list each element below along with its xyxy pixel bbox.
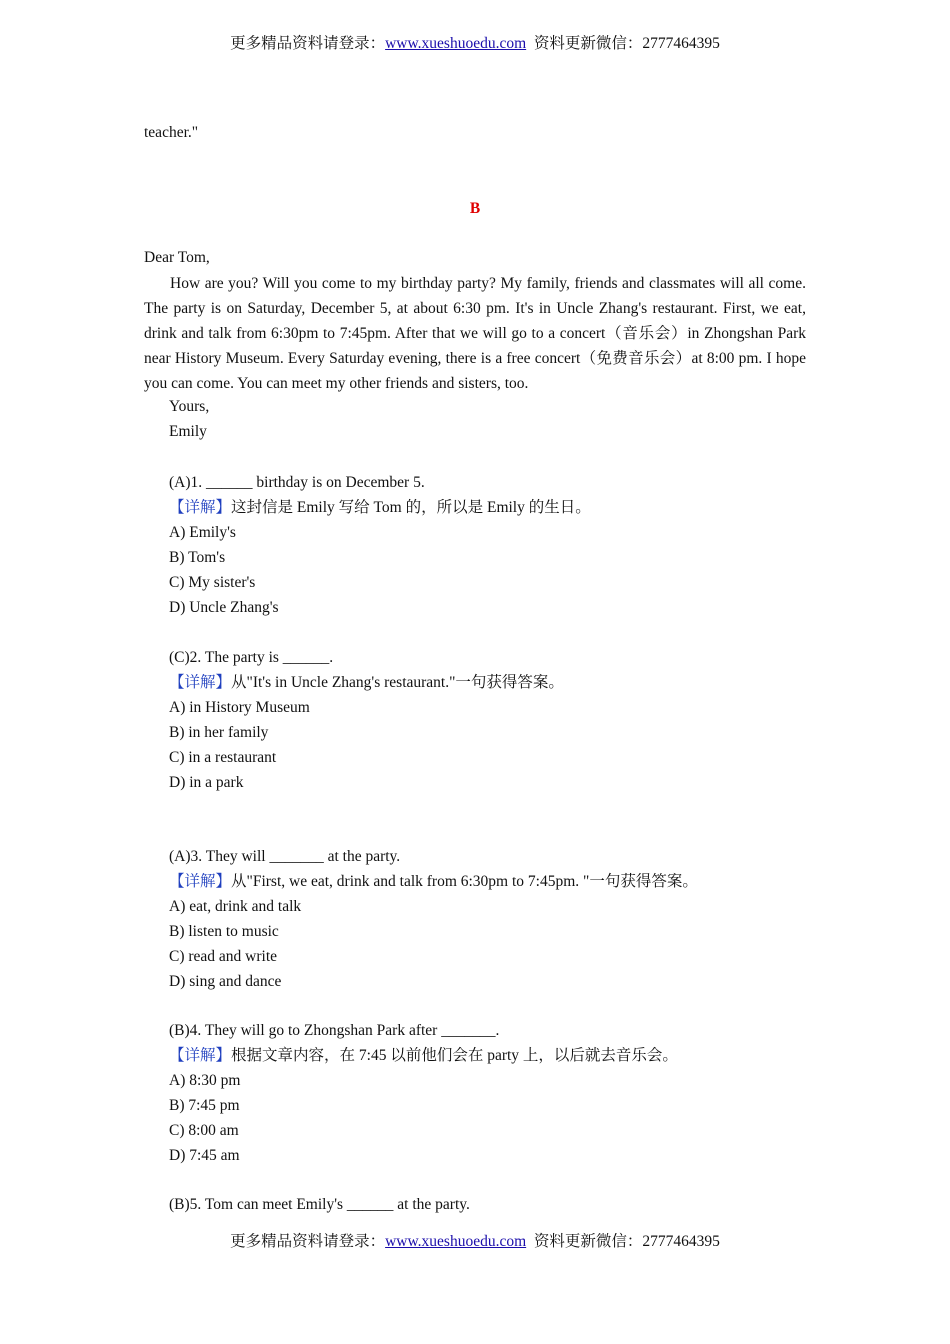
letter-closing: Yours, xyxy=(169,398,210,415)
footer-prefix: 更多精品资料请登录： xyxy=(230,1233,386,1250)
question-stem: (A)3. They will _______ at the party. xyxy=(169,848,401,865)
option: B) in her family xyxy=(169,724,269,741)
question-1 xyxy=(169,470,591,620)
question-explain xyxy=(169,1043,678,1068)
question-stem: (B)4. They will go to Zhongshan Park after _______. xyxy=(169,1022,500,1039)
option: D) sing and dance xyxy=(169,973,282,990)
question-3 xyxy=(169,844,698,994)
question-stem: (A)1. ______ birthday is on December 5. xyxy=(169,474,425,491)
letter-greeting: Dear Tom, xyxy=(144,249,210,266)
page-header xyxy=(0,31,950,53)
question-5 xyxy=(169,1192,470,1217)
explain-text: 根据文章内容，在 7:45 以前他们会在 party 上，以后就去音乐会。 xyxy=(231,1047,678,1064)
option: C) 8:00 am xyxy=(169,1122,239,1139)
header-link[interactable]: www.xueshuoedu.com xyxy=(385,35,527,52)
option: C) in a restaurant xyxy=(169,749,277,766)
option: B) Tom's xyxy=(169,549,226,566)
option: D) 7:45 am xyxy=(169,1147,240,1164)
option: A) eat, drink and talk xyxy=(169,898,302,915)
option: A) Emily's xyxy=(169,524,236,541)
question-explain xyxy=(169,495,591,520)
option: A) 8:30 pm xyxy=(169,1072,241,1089)
option: C) My sister's xyxy=(169,574,256,591)
explain-tag: 【详解】 xyxy=(169,499,232,516)
option: B) listen to music xyxy=(169,923,279,940)
explain-tag: 【详解】 xyxy=(169,873,232,890)
question-4 xyxy=(169,1018,678,1168)
explain-tag: 【详解】 xyxy=(169,1047,232,1064)
header-suffix: 资料更新微信：2777464395 xyxy=(533,35,720,52)
option: D) in a park xyxy=(169,774,244,791)
section-label: B xyxy=(469,200,481,217)
option: B) 7:45 pm xyxy=(169,1097,240,1114)
explain-text: 从"First, we eat, drink and talk from 6:30pm to 7:45pm. "一句获得答案。 xyxy=(231,873,698,890)
question-explain xyxy=(169,869,698,894)
header-prefix: 更多精品资料请登录： xyxy=(230,35,386,52)
explain-tag: 【详解】 xyxy=(169,674,232,691)
footer-link[interactable]: www.xueshuoedu.com xyxy=(385,1233,527,1250)
question-stem: (C)2. The party is ______. xyxy=(169,649,334,666)
letter-signature: Emily xyxy=(169,423,207,440)
carryover-text: teacher." xyxy=(144,124,199,141)
option: C) read and write xyxy=(169,948,278,965)
option: A) in History Museum xyxy=(169,699,310,716)
explain-text: 从"It's in Uncle Zhang's restaurant."一句获得答案。 xyxy=(231,674,564,691)
question-stem: (B)5. Tom can meet Emily's ______ at the party. xyxy=(169,1196,470,1213)
footer-suffix: 资料更新微信：2777464395 xyxy=(533,1233,720,1250)
page-footer xyxy=(0,1229,950,1251)
option: D) Uncle Zhang's xyxy=(169,599,279,616)
question-2 xyxy=(169,645,564,795)
letter-body: How are you? Will you come to my birthday party? My family, friends and classmates will all come. The party is on Saturday, December 5, at about 6:30 pm. It's in Uncle Zhang's restaurant. First, we eat, drink and talk from 6:30pm to 7:45pm. After that we will go to a concert（音乐会）in Zhongshan Park near History Museum. Every Saturday evening, there is a free concert（免费音乐会）at 8:00 pm. I hope you can come. You can meet my other friends and sisters, too. xyxy=(144,275,806,392)
question-explain xyxy=(169,670,564,695)
explain-text: 这封信是 Emily 写给 Tom 的，所以是 Emily 的生日。 xyxy=(231,499,591,516)
